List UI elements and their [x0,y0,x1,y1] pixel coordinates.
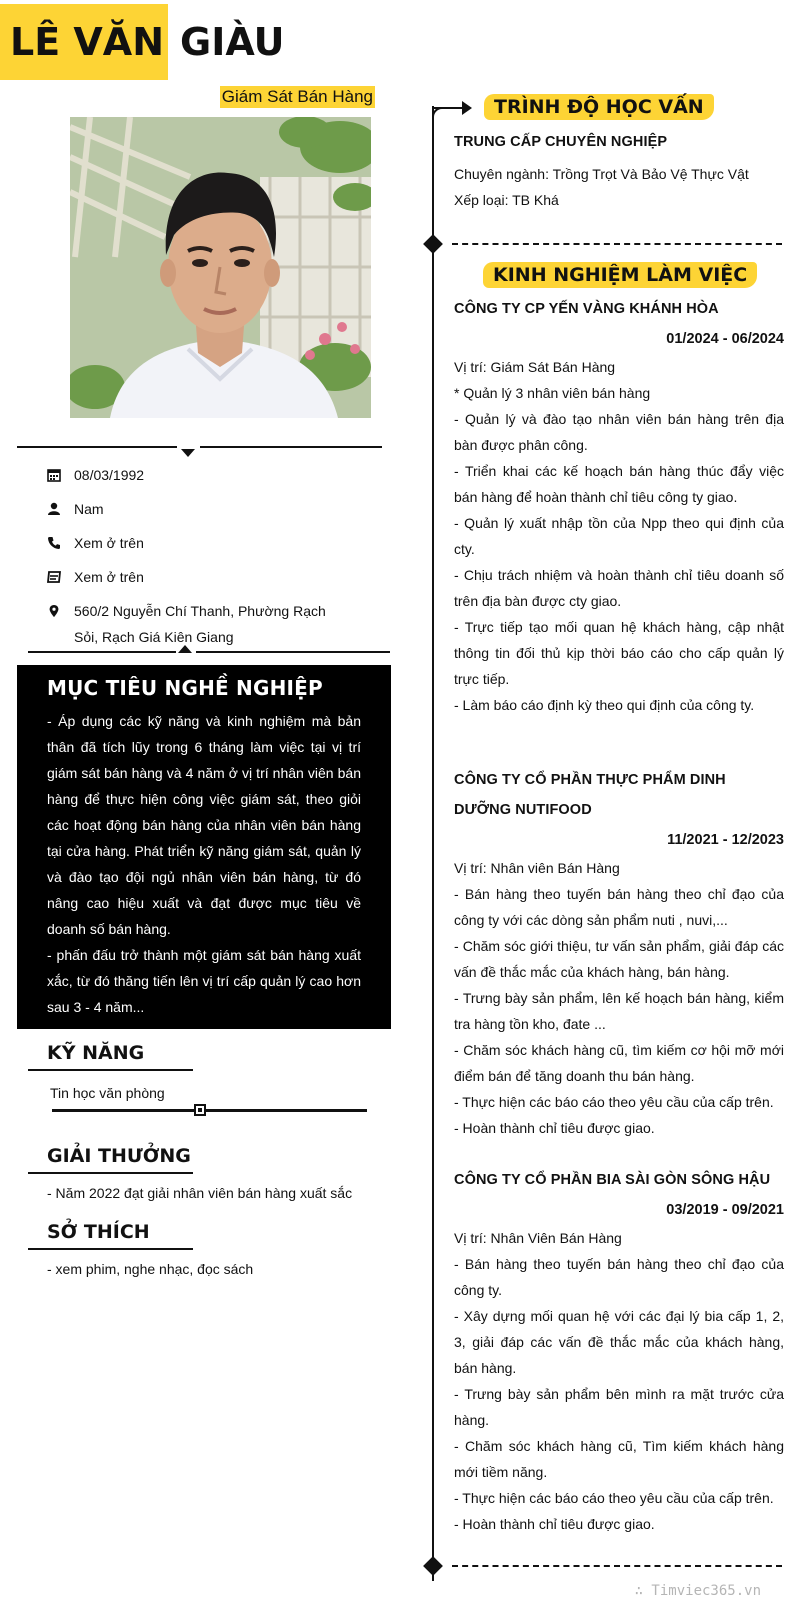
career-goal-paragraph: - phấn đấu trở thành một giám sát bán hàng xuất xắc, từ đó thăng tiến lên vị trí cấp quản lý cao hơn sau 3 - 4 năm... [47,947,361,1015]
hobbies-underline [28,1248,193,1250]
timeline-diamond [423,1556,443,1576]
job-line: - Hoàn thành chỉ tiêu được giao. [454,1120,655,1136]
timeline-arrow-curve [432,107,446,121]
job-line: - Chịu trách nhiệm và hoàn thành chỉ tiêu doanh số trên địa bàn được cty giao. [454,567,784,609]
hobbies-title: SỞ THÍCH [47,1221,150,1243]
info-bottom-line-left [28,651,176,653]
section-divider [452,1565,782,1567]
job-line: - Thực hiện các báo cáo theo yêu cầu của cấp trên. [454,1094,774,1110]
info-birthdate [47,462,347,488]
phone-icon [47,530,74,556]
skills-underline [28,1069,193,1071]
job-line: - Bán hàng theo tuyến bán hàng theo chỉ đạo của công ty. [454,1256,784,1298]
location-icon [47,598,74,624]
job-line: - Chăm sóc giới thiệu, tư vấn sản phẩm, giải đáp các vấn đề thắc mắc của khách hàng, bán hàng. [454,938,784,980]
job-line: - Xây dựng mối quan hệ với các đại lý bia cấp 1, 2, 3, giải đáp các vấn đề thắc mắc của khách hàng, bán hàng. [454,1308,784,1376]
info-top-line-right [200,446,382,448]
skill-level-marker [194,1104,206,1116]
career-goal-paragraph: - Áp dụng các kỹ năng và kinh nghiệm mà bản thân đã tích lũy trong 6 tháng làm việc tại vị trí giám sát bán hàng và 4 năm ở vị trí nhân viên bán hàng để thực hiện công việc giám sát, theo giỏi các hoạt động bán hàng của nhân viên bán hàng tại cửa hàng. Phát triển kỹ năng giám sát, quản lý và đào tạo đội ngủ nhân viên bán hàng, từ đó nâng cao hiệu xuất và đạt được mục tiêu về doanh số bán hàng. [47,713,361,937]
job-company: CÔNG TY CỔ PHẦN THỰC PHẨM DINH DƯỠNG NUTIFOOD [454,772,726,818]
job-line: - Chăm sóc khách hàng cũ, tìm kiếm cơ hội mỡ mới điểm bán để tăng doanh thu bán hàng. [454,1042,784,1084]
info-email [47,564,347,590]
education-section [454,127,784,213]
awards-title: GIẢI THƯỞNG [47,1145,191,1167]
profile-photo [70,117,371,418]
job-line: - Trực tiếp tạo mối quan hệ khách hàng, cập nhật thông tin đối thủ kịp thời báo cáo cho cấp quản lý trực tiếp. [454,619,784,687]
skill-level-bar [52,1109,367,1112]
job-date: 03/2019 - 09/2021 [666,1202,784,1218]
user-icon [47,496,74,522]
job-company: CÔNG TY CP YẾN VÀNG KHÁNH HÒA [454,301,719,317]
awards-underline [28,1172,193,1174]
info-bottom-line-right [196,651,390,653]
info-text: Xem ở trên [74,569,144,585]
section-divider [452,243,782,245]
job-line: Vị trí: Nhân Viên Bán Hàng [454,1230,622,1246]
career-goal-section [17,665,391,1029]
info-bottom-marker [178,645,192,653]
experience-job [454,294,784,718]
career-goal-title: MỤC TIÊU NGHỀ NGHIỆP [47,676,323,700]
job-date: 01/2024 - 06/2024 [666,331,784,347]
job-line: - Trưng bày sản phẩm, lên kế hoạch bán hàng, kiểm tra hàng tồn kho, đate ... [454,990,784,1032]
timeline-arrow-head [462,101,472,115]
info-top-marker [181,449,195,457]
info-address [47,598,347,650]
experience-title: KINH NGHIỆM LÀM VIỆC [483,262,757,288]
job-line: - Thực hiện các báo cáo theo yêu cầu của cấp trên. [454,1490,774,1506]
job-line: * Quản lý 3 nhân viên bán hàng [454,385,651,401]
timeline-diamond [423,234,443,254]
watermark-text: Timviec365.vn [651,1583,761,1599]
education-grade: Xếp loại: TB Khá [454,192,559,208]
job-line: - Trưng bày sản phẩm bên mình ra mặt trước cửa hàng. [454,1386,784,1428]
calendar-icon [47,462,74,488]
job-line: - Quản lý và đào tạo nhân viên bán hàng trên địa bàn được phân công. [454,411,784,453]
education-major: Chuyên ngành: Trồng Trọt Và Bảo Vệ Thực Vật [454,166,749,182]
job-line: Vị trí: Nhân viên Bán Hàng [454,860,620,876]
job-title: Giám Sát Bán Hàng [221,87,373,106]
job-company: CÔNG TY CỔ PHẦN BIA SÀI GÒN SÔNG HẬU [454,1172,771,1188]
job-line: - Triển khai các kế hoạch bán hàng thúc đẩy việc bán hàng để hoàn thành chỉ tiêu công ty giao. [454,463,784,505]
info-text: Nam [74,501,104,517]
timeline-line [432,106,434,1581]
info-phone [47,530,347,556]
info-top-line-left [17,446,177,448]
info-text: Xem ở trên [74,535,144,551]
job-line: - Bán hàng theo tuyến bán hàng theo chỉ đạo của công ty với các dòng sản phẩm nuti , nuvi,... [454,886,784,928]
hobbies-text: - xem phim, nghe nhạc, đọc sách [47,1261,254,1277]
job-line: Vị trí: Giám Sát Bán Hàng [454,359,616,375]
info-gender [47,496,347,522]
experience-job [454,765,784,1141]
name-rest: GIÀU [180,20,285,64]
experience-job [454,1165,784,1537]
education-title: TRÌNH ĐỘ HỌC VẤN [484,94,714,120]
job-date: 11/2021 - 12/2023 [667,832,784,848]
email-icon [47,564,74,590]
skill-name: Tin học văn phòng [50,1085,165,1101]
skills-title: KỸ NĂNG [47,1042,145,1064]
candidate-name [0,4,284,80]
watermark: ∴ Timviec365.vn [634,1583,761,1599]
education-school: TRUNG CẤP CHUYÊN NGHIỆP [454,134,668,150]
job-line: - Hoàn thành chỉ tiêu được giao. [454,1516,655,1532]
job-line: - Làm báo cáo định kỳ theo qui định của công ty. [454,697,755,713]
job-line: - Quản lý xuất nhập tồn của Npp theo qui định của cty. [454,515,784,557]
awards-text: - Năm 2022 đạt giải nhân viên bán hàng xuất sắc [47,1185,353,1201]
job-line: - Chăm sóc khách hàng cũ, Tìm kiếm khách hàng mới tiềm năng. [454,1438,784,1480]
info-text: 560/2 Nguyễn Chí Thanh, Phường Rạch Sỏi, Rạch Giá Kiên Giang [74,603,326,645]
name-highlight: LÊ VĂN [0,4,168,80]
info-text: 08/03/1992 [74,467,145,483]
